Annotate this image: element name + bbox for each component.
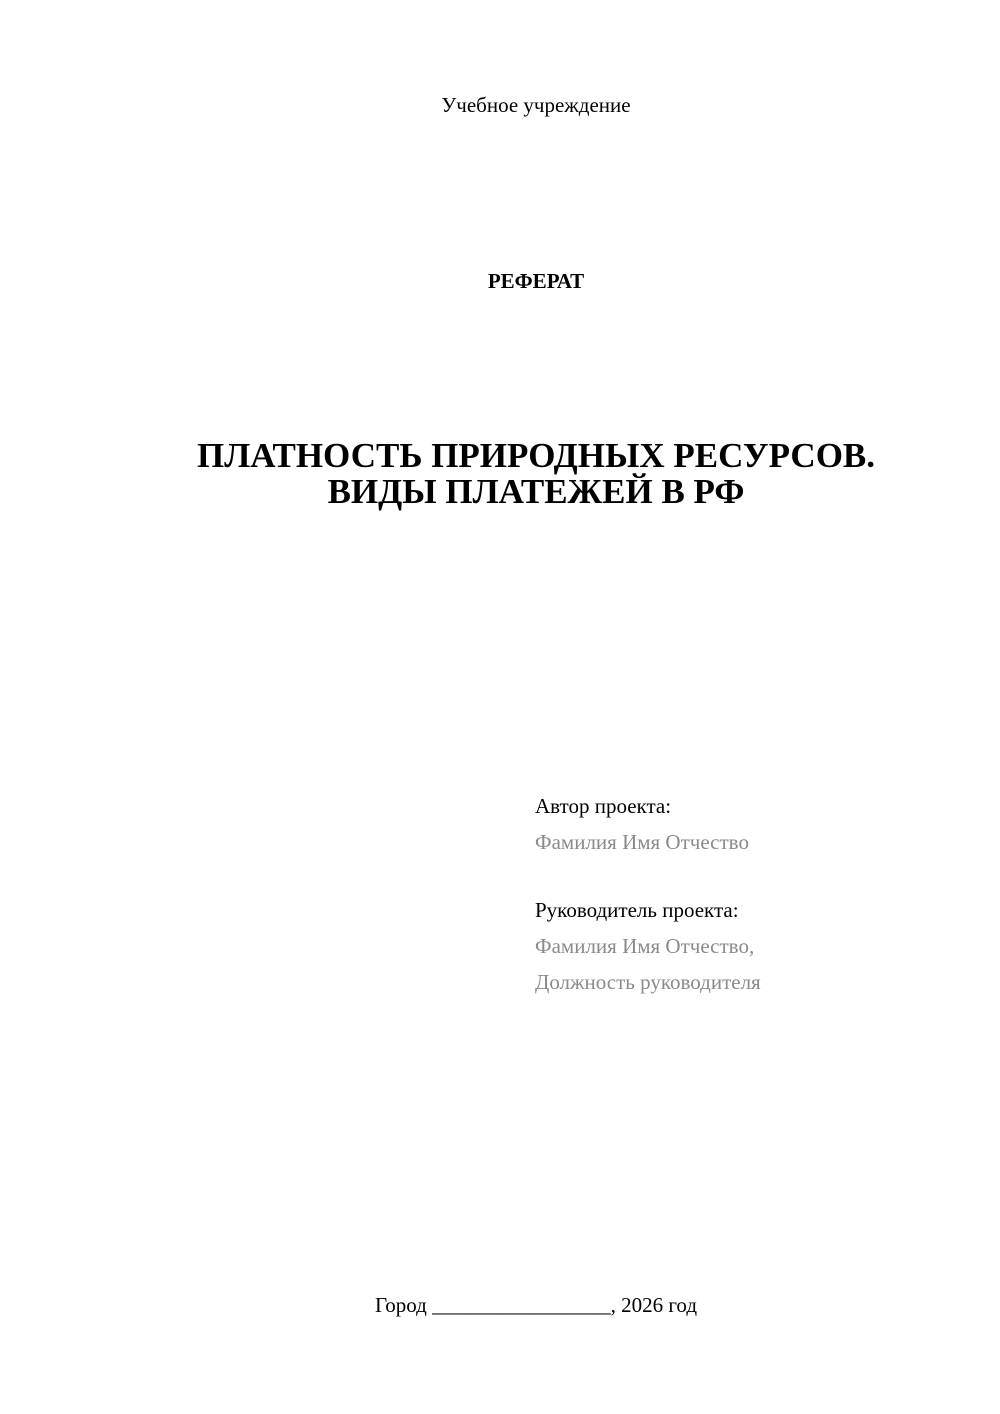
author-block <box>535 788 749 860</box>
supervisor-block <box>535 892 761 1000</box>
author-label: Автор проекта: <box>535 794 672 818</box>
author-name: Фамилия Имя Отчество <box>535 830 749 854</box>
supervisor-label: Руководитель проекта: <box>535 898 739 922</box>
document-type: РЕФЕРАТ <box>487 269 585 293</box>
supervisor-position: Должность руководителя <box>535 970 761 994</box>
title-line-1: ПЛАТНОСТЬ ПРИРОДНЫХ РЕСУРСОВ. <box>196 436 876 475</box>
document-title <box>0 438 1000 510</box>
title-line-2: ВИДЫ ПЛАТЕЖЕЙ В РФ <box>327 472 745 511</box>
institution-name: Учебное учреждение <box>441 93 631 117</box>
city-year-footer: Город _________________, 2026 год <box>374 1293 698 1317</box>
supervisor-name: Фамилия Имя Отчество, <box>535 934 755 958</box>
